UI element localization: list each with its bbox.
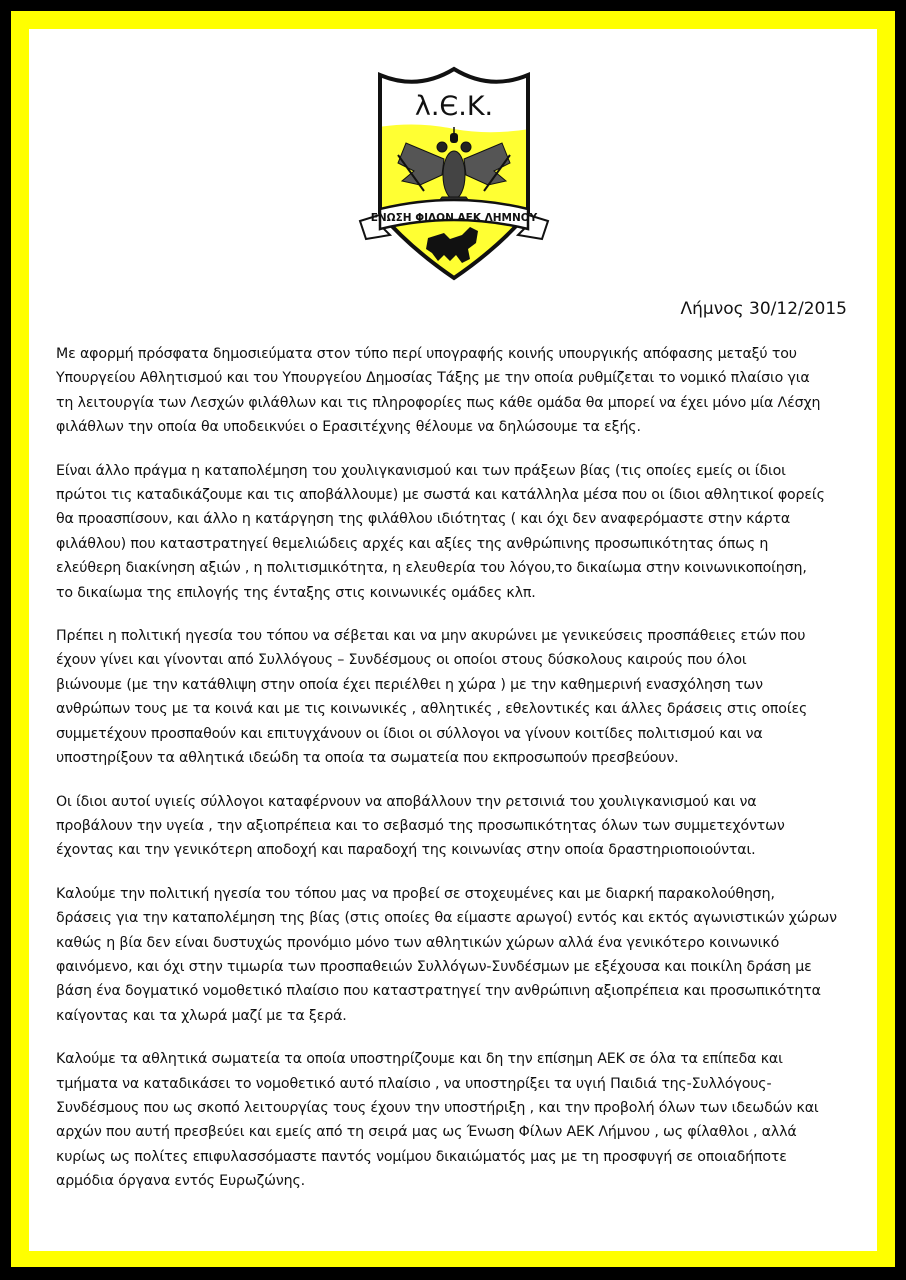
svg-text:ΕΝΩΣΗ ΦΙΛΩΝ ΑΕΚ ΛΗΜΝΟΥ: ΕΝΩΣΗ ΦΙΛΩΝ ΑΕΚ ΛΗΜΝΟΥ (370, 212, 538, 224)
crest-letters: λ.Є.Κ. (414, 91, 494, 122)
paragraph-6: Καλούμε τα αθλητικά σωματεία τα οποία υποστηρίζουμε και δη την επίσημη ΑΕΚ σε όλα τα επίπεδα και τμήματα να καταδικάσει το νομοθετικό αυτό πλαίσιο , να υποστηρίξει τα υγιή Παιδιά της-Συλλόγους- Συνδέσμους που ως σκοπό λειτουργίας τους έχουν την υποστήριξη , και την προβολή όλων των ιδεωδών και αρχών που αυτή πρεσβεύει και εμείς από τη σειρά μας ως Ένωση Φίλων ΑΕΚ Λήμνου , ως φίλαθλοι , αλλά κυρίως ως πολίτες επιφυλασσόμαστε παντός νομίμου δικαιώματός μας με τη προσφυγή σε οποιαδήποτε αρμόδια όργανα εντός Ευρωζώνης. (56, 1051, 819, 1190)
paragraph-2: Είναι άλλο πράγμα η καταπολέμηση του χουλιγκανισμού και των πράξεων βίας (τις οποίες εμείς οι ίδιοι πρώτοι τις καταδικάζουμε και τις αποβάλλουμε) με σωστά και κατάλληλα μέσα που οι ίδιοι αθλητικοί φορείς θα προασπίσουν, και άλλο η κατάργηση της φιλάθλου ιδιότητας ( και όχι δεν αναφερόμαστε στην κάρτα φιλάθλου) που καταστρατηγεί θεμελιώδεις αρχές και αξίες της ανθρώπινης προσωπικότητας όπως η ελεύθερη διακίνηση αξιών , η πολιτισμικότητα, η ελευθερία του λόγου,το δικαίωμα στην κοινωνικοποίηση, το δικαίωμα της επιλογής της ένταξης στις κοινωνικές ομάδες κλπ. (56, 462, 825, 601)
paragraph-4: Οι ίδιοι αυτοί υγιείς σύλλογοι καταφέρνουν να αποβάλλουν την ρετσινιά του χουλιγκανισμού και να προβάλουν την υγεία , την αξιοπρέπεια και το σεβασμό της προσωπικότητας όλων των συμμετεχόντων έχοντας και την γενικότερη αποδοχή και παραδοχή της κοινωνίας στην οποία δραστηριοποιούνται. (56, 793, 785, 859)
paragraph-5: Καλούμε την πολιτική ηγεσία του τόπου μας να προβεί σε στοχευμένες και με διαρκή παρακολούθηση, δράσεις για την καταπολέμηση της βίας (στις οποίες θα είμαστε αρωγοί) εντός και εκτός αγωνιστικών χώρων καθώς η βία δεν είναι δυστυχώς προνόμιο μόνο των αθλητικών χώρων αλλά ένα γενικότερο κοινωνικό φαινόμενο, και όχι στην τιμωρία των προσπαθειών Συλλόγων-Συνδέσμων με εξέχουσα και ποικίλη δράση με βάση ένα δογματικό νομοθετικό πλαίσιο που καταστρατηγεί την ανθρώπινη αξιοπρέπεια και προσωπικότητα καίγοντας και τα χλωρά μαζί με τα ξερά. (56, 885, 837, 1024)
aek-lemnos-crest-logo (358, 63, 550, 281)
paragraph-3: Πρέπει η πολιτική ηγεσία του τόπου να σέβεται και να μην ακυρώνει με γενικεύσεις προσπάθειες ετών που έχουν γίνει και γίνονται από Συλλόγους – Συνδέσμους οι οποίοι στους δύσκολους καιρούς που όλοι βιώνουμε (με την κατάθλιψη στην οποία έχει περιέλθει η χώρα ) με την καθημερινή ενασχόληση των ανθρώπων τους με τα κοινά και με τις κοινωνικές , αθλητικές , εθελοντικές και άλλες δράσεις στις οποίες συμμετέχουν προσπαθούν και επιτυγχάνουν οι ίδιοι οι σύλλογοι να γίνουν κοιτίδες πολιτισμού και να υποστηρίξουν τα αθλητικά ιδεώδη τα οποία τα σωματεία που εκπροσωπούν πρεσβεύουν. (56, 628, 808, 767)
letter-body (56, 342, 856, 1213)
date-line: Λήμνος 30/12/2015 (680, 299, 847, 319)
paragraph-1: Με αφορμή πρόσφατα δημοσιεύματα στον τύπο περί υπογραφής κοινής υπουργικής απόφασης μεταξύ του Υπουργείου Αθλητισμού και του Υπουργείου Δημοσίας Τάξης με την οποία ρυθμίζεται το νομικό πλαίσιο για τη λειτουργία των Λεσχών φιλάθλων και τις πληροφορίες πως κάθε ομάδα θα μπορεί να έχει μόνο μία Λέσχη φιλάθλων την οποία θα υποδεικνύει ο Ερασιτέχνης θέλουμε να δηλώσουμε τα εξής. (56, 346, 821, 436)
